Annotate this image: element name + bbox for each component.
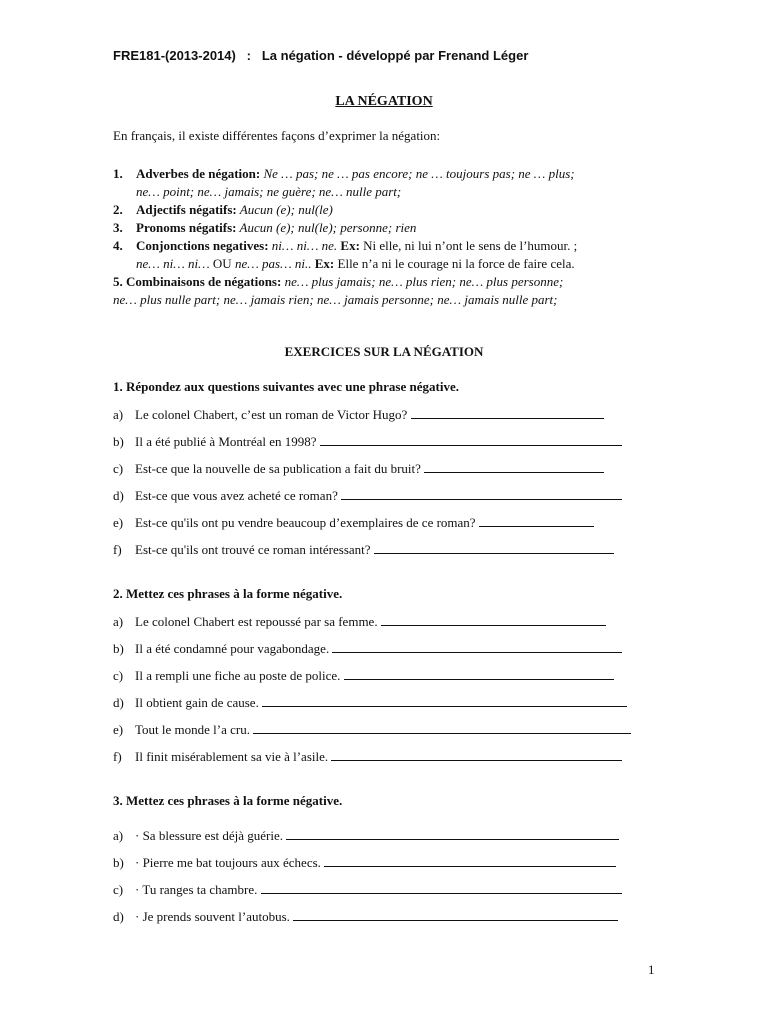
definition-pronouns — [113, 219, 673, 237]
item-text: · Tu ranges ta chambre. — [135, 882, 258, 897]
answer-line[interactable] — [424, 460, 604, 473]
definition-text: Ne … pas; ne … pas encore; ne … toujours pas; ne … plus; — [260, 166, 575, 181]
item-text: Il finit misérablement sa vie à l’asile. — [135, 749, 329, 764]
definition-pattern: ne… pas… ni.. — [234, 256, 312, 271]
item-letter: b) — [113, 641, 124, 656]
definition-pattern: ne… ni… ni… — [136, 256, 210, 271]
answer-line[interactable] — [344, 667, 614, 680]
answer-line[interactable] — [381, 613, 606, 626]
definition-pattern: ni… ni… ne. — [268, 238, 338, 253]
example-text: Elle n’a ni le courage ni la force de faire cela. — [334, 256, 575, 271]
exercise-3-item-c — [113, 881, 622, 898]
item-text: Est-ce qu'ils ont pu vendre beaucoup d’exemplaires de ce roman? — [135, 515, 476, 530]
definition-text: Aucun (e); nul(le); personne; rien — [236, 220, 417, 235]
answer-line[interactable] — [324, 854, 616, 867]
negation-definitions — [113, 165, 673, 309]
item-text: Est-ce qu'ils ont trouvé ce roman intéressant? — [135, 542, 371, 557]
definition-number: 1. — [113, 166, 123, 181]
item-letter: d) — [113, 909, 124, 924]
intro-text: En français, il existe différentes façons d’exprimer la négation: — [113, 128, 441, 143]
definition-text: Aucun (e); nul(le) — [236, 202, 333, 217]
item-text: Est-ce que vous avez acheté ce roman? — [135, 488, 338, 503]
exercises-title: EXERCICES SUR LA NÉGATION — [284, 344, 484, 359]
item-letter: a) — [113, 407, 124, 422]
definition-adverbs — [113, 165, 673, 201]
exercise-2-item-a — [113, 613, 606, 630]
answer-line[interactable] — [293, 908, 618, 921]
document-header: FRE181-(2013-2014) : La négation - développé par Frenand Léger — [113, 48, 529, 63]
exercise-2-item-d — [113, 694, 627, 711]
definition-label: 5. Combinaisons de négations: — [113, 274, 282, 289]
item-text: Est-ce que la nouvelle de sa publication a fait du bruit? — [135, 461, 421, 476]
definition-text-cont: ne… plus nulle part; ne… jamais rien; ne… jamais personne; ne… jamais nulle part; — [113, 292, 558, 307]
definition-label: Conjonctions negatives: — [136, 238, 269, 253]
item-letter: f) — [113, 542, 122, 557]
item-letter: a) — [113, 614, 124, 629]
item-text: Tout le monde l’a cru. — [135, 722, 250, 737]
example-label: Ex: — [337, 238, 360, 253]
exercise-2-item-f — [113, 748, 622, 765]
exercise-1-item-a — [113, 406, 604, 423]
item-letter: d) — [113, 695, 124, 710]
definition-label: Pronoms négatifs: — [136, 220, 237, 235]
answer-line[interactable] — [286, 827, 619, 840]
item-letter: f) — [113, 749, 122, 764]
answer-line[interactable] — [331, 748, 622, 761]
answer-line[interactable] — [411, 406, 604, 419]
item-text: · Sa blessure est déjà guérie. — [135, 828, 284, 843]
exercise-1-item-f — [113, 541, 614, 558]
answer-line[interactable] — [332, 640, 622, 653]
definition-text-cont: ne… point; ne… jamais; ne guère; ne… nulle part; — [136, 184, 402, 199]
item-letter: e) — [113, 515, 124, 530]
answer-line[interactable] — [262, 694, 627, 707]
item-letter: b) — [113, 434, 124, 449]
exercise-3-item-a — [113, 827, 619, 844]
definition-number: 4. — [113, 238, 123, 253]
item-text: · Je prends souvent l’autobus. — [135, 909, 290, 924]
item-text: Il a été condamné pour vagabondage. — [135, 641, 330, 656]
item-letter: d) — [113, 488, 124, 503]
exercise-2-item-b — [113, 640, 622, 657]
definition-number: 2. — [113, 202, 123, 217]
definition-label: Adverbes de négation: — [136, 166, 261, 181]
answer-line[interactable] — [320, 433, 622, 446]
example-text: Ni elle, ni lui n’ont le sens de l’humour. ; — [359, 238, 578, 253]
exercise-1-heading: 1. Répondez aux questions suivantes avec une phrase négative. — [113, 379, 459, 394]
exercise-2-item-c — [113, 667, 614, 684]
or-connector: OU — [209, 256, 235, 271]
example-label: Ex: — [311, 256, 335, 271]
exercise-3-item-b — [113, 854, 616, 871]
definition-combinations — [113, 273, 673, 309]
item-letter: e) — [113, 722, 124, 737]
exercise-1-item-c — [113, 460, 604, 477]
item-text: Le colonel Chabert est repoussé par sa femme. — [135, 614, 378, 629]
answer-line[interactable] — [479, 514, 594, 527]
exercise-3-item-d — [113, 908, 618, 925]
item-letter: c) — [113, 882, 124, 897]
exercise-1-item-e — [113, 514, 594, 531]
item-text: Il obtient gain de cause. — [135, 695, 259, 710]
answer-line[interactable] — [341, 487, 622, 500]
item-text: Le colonel Chabert, c’est un roman de Victor Hugo? — [135, 407, 408, 422]
item-letter: c) — [113, 668, 124, 683]
item-letter: b) — [113, 855, 124, 870]
answer-line[interactable] — [253, 721, 631, 734]
definition-text: ne… plus jamais; ne… plus rien; ne… plus personne; — [281, 274, 564, 289]
definition-adjectives — [113, 201, 673, 219]
exercise-2-heading: 2. Mettez ces phrases à la forme négative. — [113, 586, 343, 601]
answer-line[interactable] — [261, 881, 622, 894]
item-letter: a) — [113, 828, 124, 843]
item-text: Il a rempli une fiche au poste de police. — [135, 668, 341, 683]
item-text: Il a été publié à Montréal en 1998? — [135, 434, 317, 449]
exercise-1-item-b — [113, 433, 622, 450]
exercise-3-heading: 3. Mettez ces phrases à la forme négative. — [113, 793, 343, 808]
page-title: LA NÉGATION — [335, 94, 433, 109]
answer-line[interactable] — [374, 541, 614, 554]
item-letter: c) — [113, 461, 124, 476]
item-text: · Pierre me bat toujours aux échecs. — [135, 855, 321, 870]
page-number: 1 — [648, 962, 655, 977]
exercise-2-item-e — [113, 721, 631, 738]
exercise-1-item-d — [113, 487, 622, 504]
definition-conjunctions — [113, 237, 673, 273]
definition-label: Adjectifs négatifs: — [136, 202, 237, 217]
definition-number: 3. — [113, 220, 123, 235]
